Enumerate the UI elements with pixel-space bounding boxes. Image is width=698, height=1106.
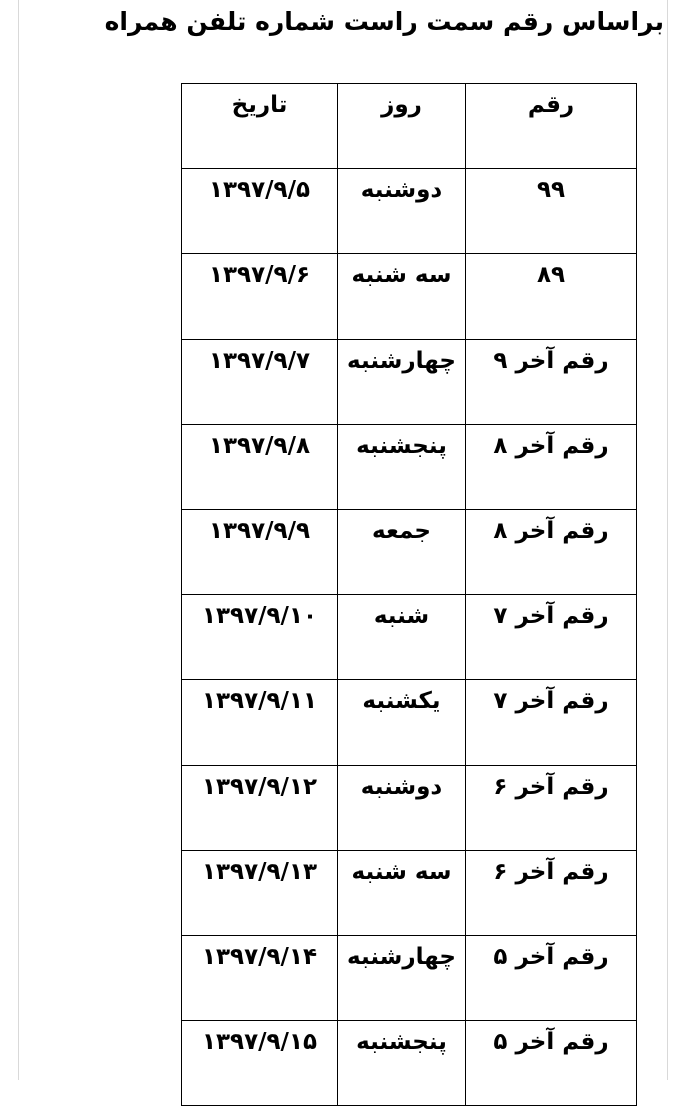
cell-day: دوشنبه — [337, 766, 465, 850]
table-row — [182, 425, 636, 510]
header-date: تاریخ — [231, 92, 288, 118]
header-day: روز — [337, 84, 465, 168]
header-number: رقم — [465, 84, 636, 168]
cell-number: ۹۹ — [465, 169, 636, 253]
table-row — [182, 254, 636, 339]
table-row — [182, 936, 636, 1021]
cell-number: رقم آخر ۸ — [465, 425, 636, 509]
cell-date: ۱۳۹۷/۹/۷ — [208, 347, 311, 374]
cell-number: رقم آخر ۷ — [465, 595, 636, 679]
table-row — [182, 1021, 636, 1106]
cell-date: ۱۳۹۷/۹/۱۲ — [201, 773, 318, 800]
cell-date: ۱۳۹۷/۹/۵ — [208, 177, 311, 204]
cell-day: پنجشنبه — [337, 1021, 465, 1105]
cell-date: ۱۳۹۷/۹/۶ — [208, 262, 311, 289]
cell-number: رقم آخر ۷ — [465, 680, 636, 764]
table-row — [182, 340, 636, 425]
cell-number: ۸۹ — [465, 254, 636, 338]
cell-date: ۱۳۹۷/۹/۱۰ — [201, 603, 318, 630]
table-header-row — [182, 84, 636, 169]
cell-number: رقم آخر ۹ — [465, 340, 636, 424]
cell-date: ۱۳۹۷/۹/۱۴ — [201, 943, 318, 970]
cell-day: دوشنبه — [337, 169, 465, 253]
cell-day: سه شنبه — [337, 851, 465, 935]
table-row — [182, 766, 636, 851]
cell-day: یکشنبه — [337, 680, 465, 764]
cell-day: چهارشنبه — [337, 936, 465, 1020]
document-title: براساس رقم سمت راست شماره تلفن همراه — [104, 7, 664, 36]
table-row — [182, 680, 636, 765]
table-row — [182, 595, 636, 680]
cell-date: ۱۳۹۷/۹/۸ — [208, 432, 311, 459]
cell-date: ۱۳۹۷/۹/۱۵ — [201, 1029, 318, 1056]
cell-date: ۱۳۹۷/۹/۱۱ — [201, 688, 318, 715]
cell-number: رقم آخر ۸ — [465, 510, 636, 594]
cell-day: جمعه — [337, 510, 465, 594]
cell-number: رقم آخر ۶ — [465, 851, 636, 935]
cell-day: چهارشنبه — [337, 340, 465, 424]
table-row — [182, 851, 636, 936]
cell-number: رقم آخر ۵ — [465, 936, 636, 1020]
schedule-table — [181, 83, 637, 1106]
cell-number: رقم آخر ۶ — [465, 766, 636, 850]
cell-day: سه شنبه — [337, 254, 465, 338]
cell-day: شنبه — [337, 595, 465, 679]
table-row — [182, 169, 636, 254]
table-row — [182, 510, 636, 595]
cell-date: ۱۳۹۷/۹/۹ — [208, 517, 311, 544]
cell-day: پنجشنبه — [337, 425, 465, 509]
cell-date: ۱۳۹۷/۹/۱۳ — [201, 858, 318, 885]
cell-number: رقم آخر ۵ — [465, 1021, 636, 1105]
